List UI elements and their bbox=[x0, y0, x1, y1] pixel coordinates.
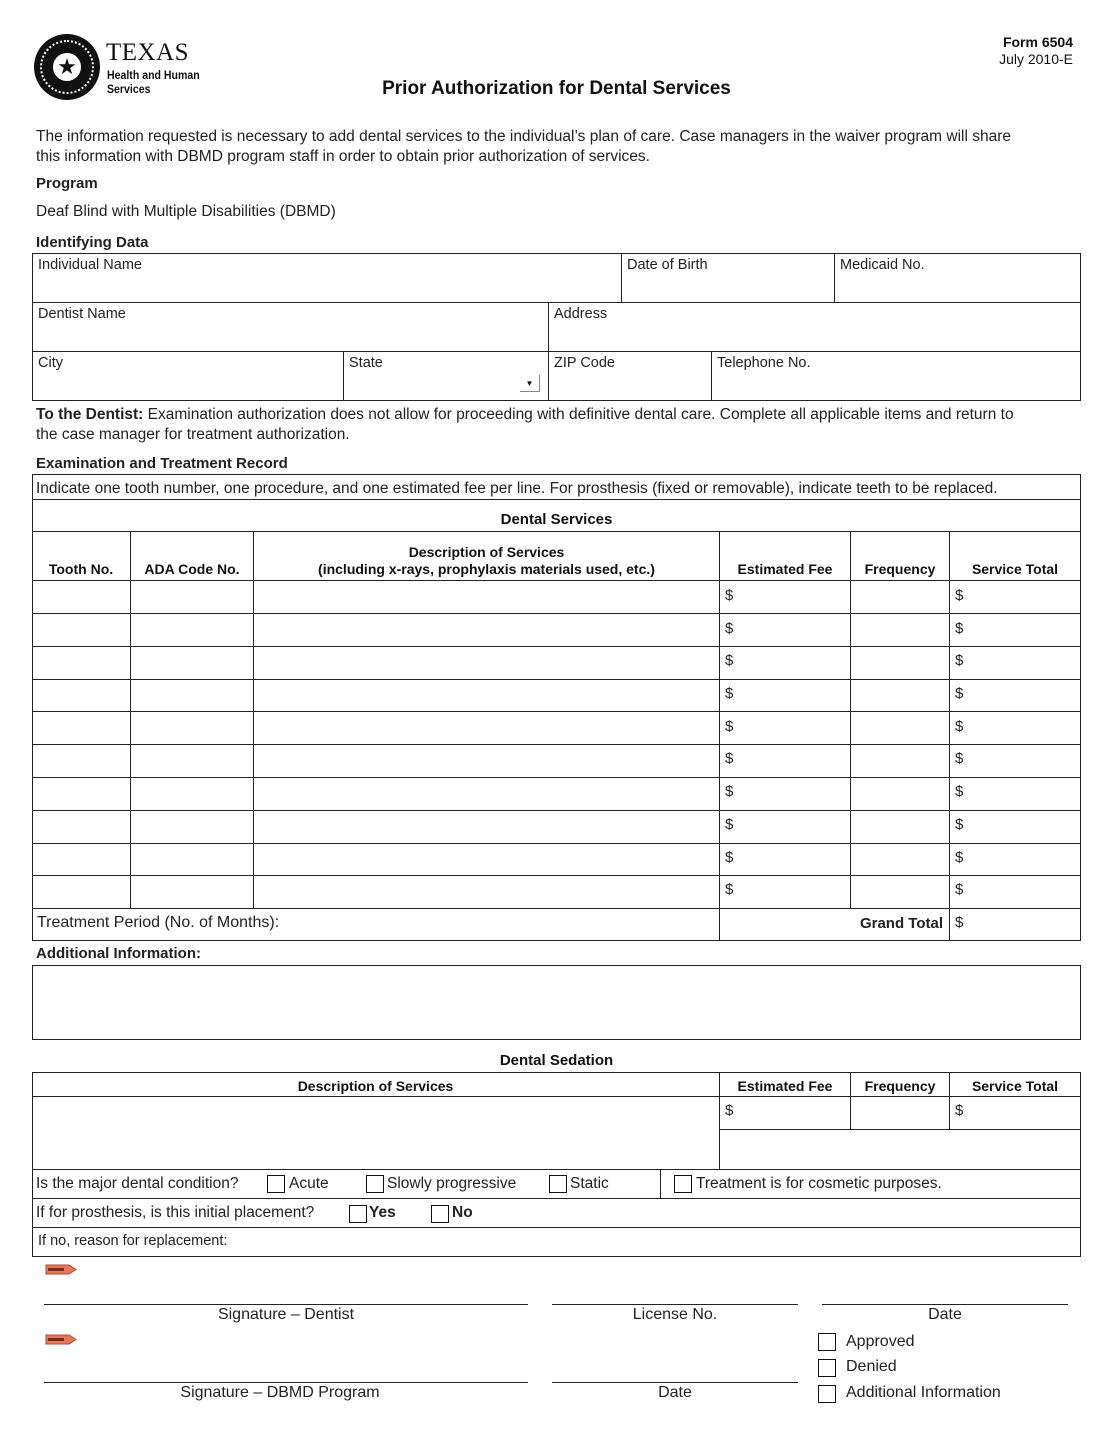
dollar-sign: $ bbox=[955, 914, 964, 931]
replacement-reason-field[interactable] bbox=[33, 1228, 1080, 1256]
condition-question: Is the major dental condition? bbox=[36, 1175, 239, 1192]
service-total-input[interactable] bbox=[950, 844, 1080, 875]
col-description bbox=[254, 544, 719, 578]
tooth-no-input[interactable] bbox=[32, 876, 130, 908]
col-tooth-no: Tooth No. bbox=[48, 561, 114, 577]
sedation-estimated-fee-input[interactable] bbox=[720, 1097, 850, 1129]
table-row bbox=[32, 811, 1081, 843]
acute-checkbox[interactable] bbox=[267, 1175, 285, 1193]
dentist-note-line-1: Examination authorization does not allow for proceeding with definitive dental care. Complete all applicable items and return to bbox=[143, 406, 1014, 423]
tooth-no-input[interactable] bbox=[32, 614, 130, 646]
sign-here-flag-icon[interactable] bbox=[45, 1264, 77, 1275]
dentist-name-label: Dentist Name bbox=[38, 306, 126, 322]
zip-code-label: ZIP Code bbox=[554, 355, 615, 371]
frequency-input[interactable] bbox=[851, 778, 949, 810]
approved-label: Approved bbox=[846, 1333, 915, 1350]
estimated-fee-input[interactable] bbox=[720, 680, 850, 711]
dbmd-date-label: Date bbox=[658, 1384, 692, 1401]
dollar-sign: $ bbox=[725, 685, 734, 702]
dollar-sign: $ bbox=[955, 849, 964, 866]
description-input[interactable] bbox=[254, 745, 719, 777]
chevron-down-icon[interactable]: ▼ bbox=[520, 375, 540, 392]
grand-total-label: Grand Total bbox=[859, 915, 943, 932]
table-row bbox=[32, 844, 1081, 875]
dentist-date-label: Date bbox=[928, 1306, 962, 1323]
frequency-input[interactable] bbox=[851, 745, 949, 777]
col-service-total: Service Total bbox=[971, 561, 1059, 577]
address-label: Address bbox=[554, 306, 608, 322]
service-total-input[interactable] bbox=[950, 647, 1080, 679]
denied-checkbox[interactable] bbox=[818, 1359, 836, 1377]
dollar-sign: $ bbox=[725, 620, 734, 637]
ada-code-input[interactable] bbox=[131, 844, 253, 875]
estimated-fee-input[interactable] bbox=[720, 876, 850, 908]
description-input[interactable] bbox=[254, 811, 719, 843]
program-heading: Program bbox=[36, 175, 98, 192]
estimated-fee-input[interactable] bbox=[720, 712, 850, 744]
medicaid-no-label: Medicaid No. bbox=[840, 257, 925, 273]
dollar-sign: $ bbox=[725, 750, 734, 767]
col-ada-code: ADA Code No. bbox=[144, 561, 240, 577]
sedation-frequency-input[interactable] bbox=[851, 1097, 949, 1129]
service-total-input[interactable] bbox=[950, 745, 1080, 777]
dollar-sign: $ bbox=[725, 652, 734, 669]
table-row bbox=[32, 876, 1081, 908]
tooth-no-input[interactable] bbox=[32, 778, 130, 810]
col-frequency: Frequency bbox=[864, 561, 936, 577]
additional-info-input[interactable] bbox=[32, 965, 1081, 1040]
dollar-sign: $ bbox=[955, 652, 964, 669]
no-checkbox[interactable] bbox=[431, 1205, 449, 1223]
table-row bbox=[32, 745, 1081, 777]
dental-sedation-title: Dental Sedation bbox=[499, 1052, 614, 1069]
frequency-input[interactable] bbox=[851, 811, 949, 843]
intro-text bbox=[36, 127, 1011, 167]
logo-line-3: Services bbox=[107, 82, 151, 96]
program-value: Deaf Blind with Multiple Disabilities (DBMD) bbox=[36, 203, 336, 220]
estimated-fee-input[interactable] bbox=[720, 647, 850, 679]
tooth-no-input[interactable] bbox=[32, 844, 130, 875]
prosthesis-question: If for prosthesis, is this initial placement? bbox=[36, 1204, 315, 1221]
ada-code-input[interactable] bbox=[131, 745, 253, 777]
ada-code-input[interactable] bbox=[131, 811, 253, 843]
approved-checkbox[interactable] bbox=[818, 1333, 836, 1351]
individual-name-field[interactable] bbox=[33, 254, 621, 302]
yes-label: Yes bbox=[369, 1204, 396, 1221]
treatment-period-label: Treatment Period (No. of Months): bbox=[37, 914, 280, 931]
static-checkbox[interactable] bbox=[549, 1175, 567, 1193]
individual-name-label: Individual Name bbox=[38, 257, 142, 273]
tooth-no-input[interactable] bbox=[32, 712, 130, 744]
address-field[interactable] bbox=[549, 303, 1080, 351]
description-input[interactable] bbox=[254, 844, 719, 875]
service-total-input[interactable] bbox=[950, 680, 1080, 711]
frequency-input[interactable] bbox=[851, 614, 949, 646]
tooth-no-input[interactable] bbox=[32, 745, 130, 777]
ada-code-input[interactable] bbox=[131, 680, 253, 711]
dollar-sign: $ bbox=[725, 587, 734, 604]
description-input[interactable] bbox=[254, 778, 719, 810]
col-description-line-1: Description of Services bbox=[408, 544, 565, 560]
tooth-no-input[interactable] bbox=[32, 581, 130, 613]
tooth-no-input[interactable] bbox=[32, 811, 130, 843]
denied-label: Denied bbox=[846, 1358, 897, 1375]
sedation-service-total-input[interactable] bbox=[950, 1097, 1080, 1129]
frequency-input[interactable] bbox=[851, 647, 949, 679]
dentist-signature-field[interactable] bbox=[44, 1280, 528, 1304]
form-date: July 2010-E bbox=[999, 51, 1073, 67]
dollar-sign: $ bbox=[955, 881, 964, 898]
dbmd-date-field[interactable] bbox=[552, 1355, 798, 1382]
additional-information-checkbox[interactable] bbox=[818, 1385, 836, 1403]
dentist-note bbox=[36, 405, 1086, 445]
service-total-input[interactable] bbox=[950, 614, 1080, 646]
dollar-sign: $ bbox=[955, 783, 964, 800]
dollar-sign: $ bbox=[955, 1102, 964, 1119]
state-label: State bbox=[349, 355, 383, 371]
dbmd-signature-label: Signature – DBMD Program bbox=[180, 1384, 380, 1401]
service-total-input[interactable] bbox=[950, 778, 1080, 810]
table-row bbox=[32, 680, 1081, 711]
estimated-fee-input[interactable] bbox=[720, 581, 850, 613]
service-total-input[interactable] bbox=[950, 876, 1080, 908]
grand-total-label-cell bbox=[720, 909, 949, 940]
table-row bbox=[32, 581, 1081, 613]
frequency-input[interactable] bbox=[851, 712, 949, 744]
city-label: City bbox=[38, 355, 63, 371]
treatment-period-field[interactable] bbox=[33, 909, 719, 940]
dollar-sign: $ bbox=[955, 718, 964, 735]
dollar-sign: $ bbox=[725, 1102, 734, 1119]
license-no-field[interactable] bbox=[552, 1280, 798, 1304]
sign-here-flag-icon[interactable] bbox=[45, 1334, 77, 1345]
additional-info-heading: Additional Information: bbox=[36, 945, 201, 962]
medicaid-no-field[interactable] bbox=[835, 254, 1080, 302]
city-field[interactable] bbox=[33, 352, 343, 401]
no-label: No bbox=[452, 1204, 473, 1221]
date-of-birth-label: Date of Birth bbox=[627, 257, 708, 273]
dollar-sign: $ bbox=[955, 816, 964, 833]
zip-code-field[interactable] bbox=[549, 352, 711, 401]
estimated-fee-input[interactable] bbox=[720, 844, 850, 875]
col-description-line-2: (including x-rays, prophylaxis materials used, etc.) bbox=[318, 561, 655, 577]
slowly-progressive-label: Slowly progressive bbox=[387, 1175, 517, 1192]
intro-line-2: this information with DBMD program staff in order to obtain prior authorization of services. bbox=[36, 148, 650, 165]
texas-seal-star-icon: ★ bbox=[34, 34, 100, 100]
service-total-input[interactable] bbox=[950, 811, 1080, 843]
description-input[interactable] bbox=[254, 680, 719, 711]
identifying-data-heading: Identifying Data bbox=[36, 234, 149, 251]
sedation-col-estimated-fee: Estimated Fee bbox=[737, 1078, 833, 1094]
tooth-no-input[interactable] bbox=[32, 647, 130, 679]
table-row bbox=[32, 647, 1081, 679]
acute-label: Acute bbox=[289, 1175, 329, 1192]
cosmetic-label: Treatment is for cosmetic purposes. bbox=[696, 1175, 942, 1192]
cosmetic-checkbox[interactable] bbox=[674, 1175, 692, 1193]
table-row bbox=[32, 778, 1081, 810]
logo-line-2: Health and Human bbox=[107, 68, 200, 82]
tooth-no-input[interactable] bbox=[32, 680, 130, 711]
dollar-sign: $ bbox=[955, 587, 964, 604]
page-title: Prior Authorization for Dental Services bbox=[382, 78, 731, 99]
description-input[interactable] bbox=[254, 581, 719, 613]
dentist-name-field[interactable] bbox=[33, 303, 548, 351]
estimated-fee-input[interactable] bbox=[720, 614, 850, 646]
dollar-sign: $ bbox=[725, 816, 734, 833]
dbmd-signature-field[interactable] bbox=[44, 1355, 528, 1382]
license-no-label: License No. bbox=[632, 1306, 718, 1323]
replacement-reason-label: If no, reason for replacement: bbox=[38, 1233, 228, 1249]
grand-total-input[interactable] bbox=[950, 909, 1080, 940]
dentist-note-line-2: the case manager for treatment authorization. bbox=[36, 426, 350, 443]
intro-line-1: The information requested is necessary to add dental services to the individual’s plan of care. Case managers in the waiver program will share bbox=[36, 128, 1011, 145]
table-row bbox=[32, 712, 1081, 744]
dentist-signature-label: Signature – Dentist bbox=[217, 1306, 355, 1323]
description-input[interactable] bbox=[254, 876, 719, 908]
frequency-input[interactable] bbox=[851, 844, 949, 875]
telephone-no-label: Telephone No. bbox=[717, 355, 811, 371]
service-total-input[interactable] bbox=[950, 712, 1080, 744]
table-row bbox=[32, 614, 1081, 646]
description-input[interactable] bbox=[254, 712, 719, 744]
description-input[interactable] bbox=[254, 614, 719, 646]
frequency-input[interactable] bbox=[851, 876, 949, 908]
estimated-fee-input[interactable] bbox=[720, 778, 850, 810]
logo-texas-text: TEXAS bbox=[106, 39, 190, 66]
ada-code-input[interactable] bbox=[131, 614, 253, 646]
sedation-description-input[interactable] bbox=[33, 1097, 719, 1169]
dollar-sign: $ bbox=[725, 783, 734, 800]
date-of-birth-field[interactable] bbox=[622, 254, 834, 302]
dollar-sign: $ bbox=[955, 685, 964, 702]
dollar-sign: $ bbox=[955, 620, 964, 637]
state-select[interactable] bbox=[344, 352, 548, 401]
dental-services-title: Dental Services bbox=[500, 511, 613, 528]
sedation-col-frequency: Frequency bbox=[864, 1078, 936, 1094]
sedation-col-description: Description of Services bbox=[297, 1078, 454, 1094]
static-label: Static bbox=[570, 1175, 609, 1192]
telephone-no-field[interactable] bbox=[712, 352, 1080, 401]
ada-code-input[interactable] bbox=[131, 712, 253, 744]
dollar-sign: $ bbox=[955, 750, 964, 767]
dentist-date-field[interactable] bbox=[822, 1280, 1068, 1304]
dollar-sign: $ bbox=[725, 881, 734, 898]
estimated-fee-input[interactable] bbox=[720, 745, 850, 777]
dollar-sign: $ bbox=[725, 849, 734, 866]
ada-code-input[interactable] bbox=[131, 876, 253, 908]
yes-checkbox[interactable] bbox=[349, 1205, 367, 1223]
slowly-progressive-checkbox[interactable] bbox=[366, 1175, 384, 1193]
frequency-input[interactable] bbox=[851, 581, 949, 613]
estimated-fee-input[interactable] bbox=[720, 811, 850, 843]
description-input[interactable] bbox=[254, 647, 719, 679]
sedation-col-service-total: Service Total bbox=[971, 1078, 1059, 1094]
dollar-sign: $ bbox=[725, 718, 734, 735]
ada-code-input[interactable] bbox=[131, 581, 253, 613]
col-estimated-fee: Estimated Fee bbox=[737, 561, 833, 577]
exam-record-heading: Examination and Treatment Record bbox=[36, 455, 288, 472]
exam-instruction: Indicate one tooth number, one procedure, and one estimated fee per line. For prosthesis (fixed or removable), indicate teeth to be replaced. bbox=[36, 480, 998, 497]
dentist-note-bold: To the Dentist: bbox=[36, 406, 144, 423]
frequency-input[interactable] bbox=[851, 680, 949, 711]
service-total-input[interactable] bbox=[950, 581, 1080, 613]
ada-code-input[interactable] bbox=[131, 647, 253, 679]
additional-information-label: Additional Information bbox=[846, 1384, 1001, 1401]
form-number: Form 6504 bbox=[1002, 34, 1073, 50]
ada-code-input[interactable] bbox=[131, 778, 253, 810]
